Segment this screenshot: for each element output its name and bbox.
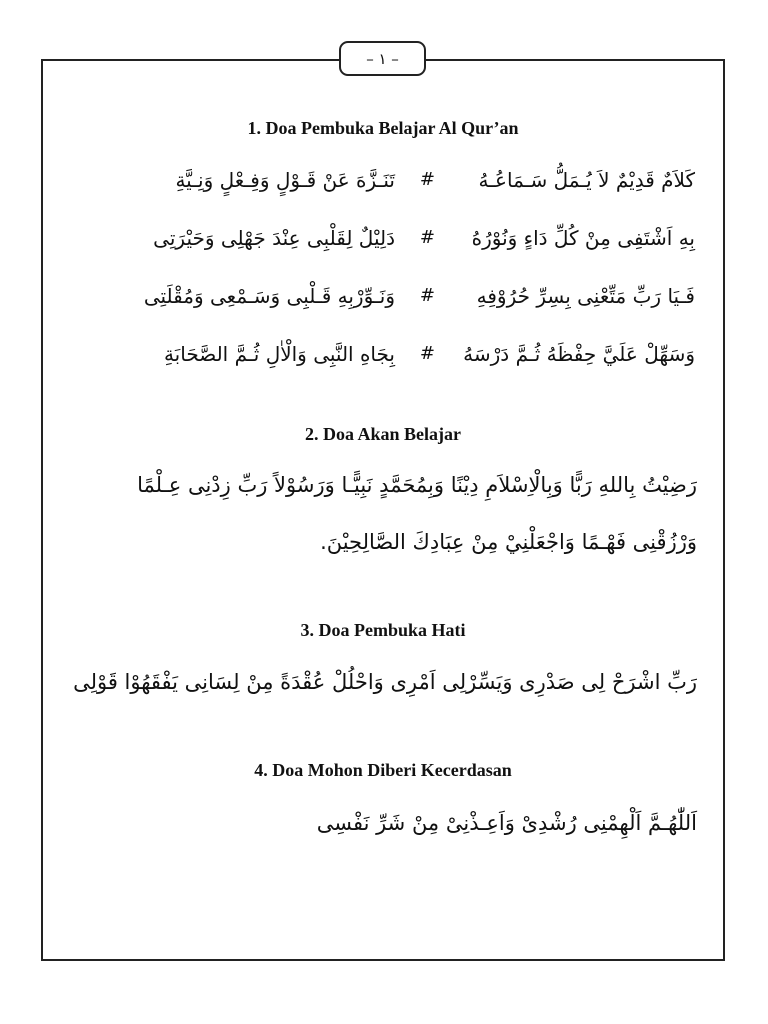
- verse-hemistich-second: بِجَاهِ النَّبِى وَالْاٰلِ ثُـمَّ الصَّحَابَةِ: [163, 342, 395, 366]
- verse-row-2: [95, 218, 695, 258]
- page-number-tab: [339, 41, 426, 76]
- verse-separator: #: [419, 227, 435, 248]
- verse-hemistich-second: تَنَـزَّهَ عَنْ قَـوْلٍ وَفِـعْلٍ وَنِـيَّةِ: [175, 168, 395, 192]
- section-title-2: 2. Doa Akan Belajar: [304, 424, 461, 444]
- verse-hemistich-second: دَلِيْلٌ لِقَلْبِى عِنْدَ جَهْلِى وَحَيْرَتِى: [153, 226, 395, 250]
- prayer-line: وَرْزُقْنِى فَهْـمًا وَاجْعَلْنِيْ مِنْ عِبَادِكَ الصَّالِحِيْنَ.: [320, 530, 697, 554]
- verse-row-3: [95, 276, 695, 316]
- verse-row-4: [95, 334, 695, 374]
- verse-hemistich-first: وَسَهِّلْ عَلَيَّ حِفْظَهُ ثُـمَّ دَرْسَهُ: [463, 342, 695, 366]
- page-number: – ١ –: [366, 49, 399, 68]
- verse-separator: #: [419, 285, 435, 306]
- prayer-line: اَللّٰهُـمَّ اَلْهِمْنِى رُشْدِىْ وَاَعِـذْنِىْ مِنْ شَرِّ نَفْسِى: [316, 811, 697, 835]
- verse-hemistich-first: فَـيَا رَبِّ مَتِّعْنِى بِسِرِّ حُرُوْفِهِ: [476, 284, 695, 308]
- verse-hemistich-first: بِهِ اَشْتَفِى مِنْ كُلِّ دَاءٍ وَنُوْرُهُ: [471, 226, 695, 250]
- section-title-4: 4. Doa Mohon Diberi Kecerdasan: [254, 760, 512, 780]
- verse-hemistich-second: وَنَـوِّرْبِهِ قَـلْبِى وَسَـمْعِى وَمُقْلَتِى: [143, 284, 395, 308]
- section-title-1: 1. Doa Pembuka Belajar Al Qur’an: [247, 118, 519, 138]
- verse-separator: #: [419, 343, 435, 364]
- verse-row-1: [95, 160, 695, 200]
- verse-separator: #: [419, 169, 435, 190]
- verse-hemistich-first: كَلاَمٌ قَدِيْمٌ لاَ يُـمَلُّ سَـمَاعُـهُ: [478, 168, 695, 192]
- prayer-line: رَضِيْتُ بِاللهِ رَبًّا وَبِالْاِسْلاَمِ دِيْنًا وَبِمُحَمَّدٍ نَبِيًّـا وَرَسُوْلاً رَبِّ زِدْنِى عِـلْمًا: [137, 473, 697, 497]
- section-title-3: 3. Doa Pembuka Hati: [300, 620, 466, 640]
- prayer-line: رَبِّ اشْرَحْ لِى صَدْرِى وَيَسِّرْلِى اَمْرِى وَاحْلُلْ عُقْدَةً مِنْ لِسَانِى يَفْقَهُوْا قَوْلِى: [73, 670, 697, 694]
